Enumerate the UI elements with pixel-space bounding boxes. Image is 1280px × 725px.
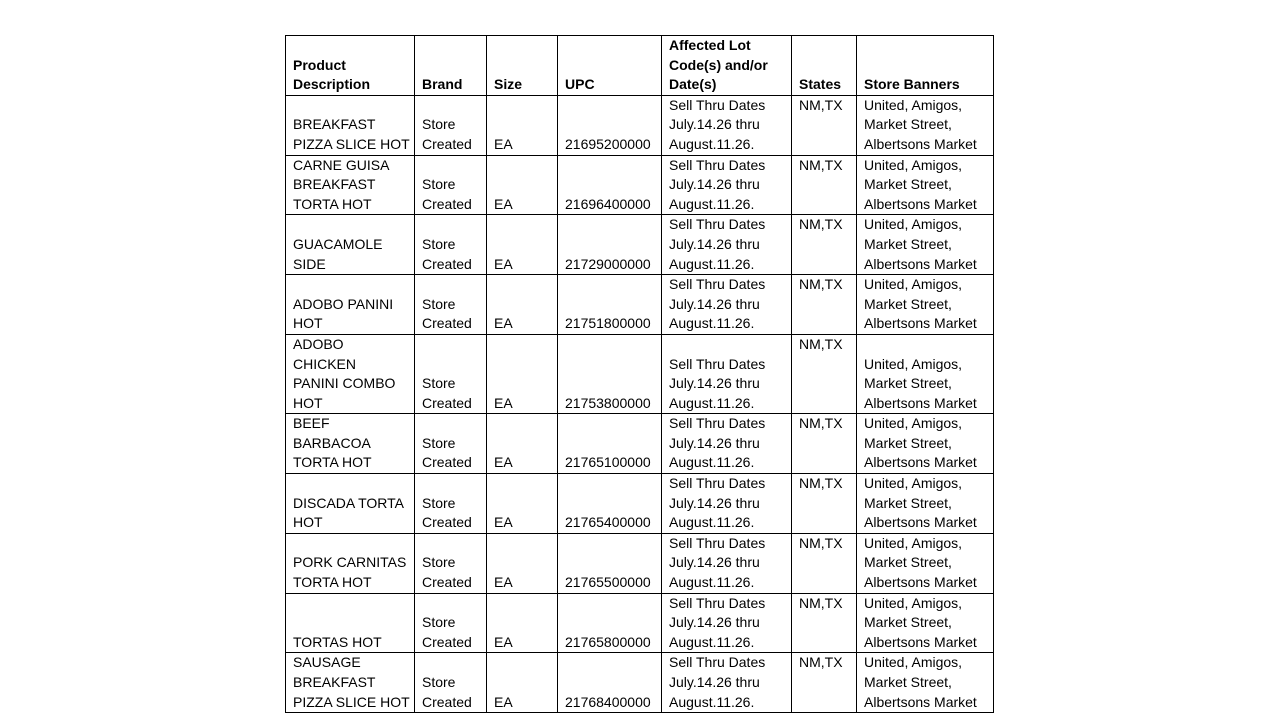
cell-states: NM,TX bbox=[792, 95, 857, 155]
cell-store-banners: United, Amigos, Market Street, Albertsons Market bbox=[857, 275, 994, 335]
table-row bbox=[286, 155, 994, 215]
cell-store-banners: United, Amigos, Market Street, Albertsons Market bbox=[857, 414, 994, 474]
cell-affected-lot: Sell Thru Dates July.14.26 thru August.11.26. bbox=[662, 275, 792, 335]
cell-upc: 21765100000 bbox=[558, 414, 662, 474]
cell-affected-lot: Sell Thru Dates July.14.26 thru August.11.26. bbox=[662, 474, 792, 534]
cell-states: NM,TX bbox=[792, 215, 857, 275]
cell-store-banners: United, Amigos, Market Street, Albertsons Market bbox=[857, 215, 994, 275]
table-row bbox=[286, 334, 994, 413]
cell-product-description: TORTAS HOT bbox=[286, 593, 415, 653]
cell-affected-lot: Sell Thru Dates July.14.26 thru August.11.26. bbox=[662, 215, 792, 275]
cell-product-description: BREAKFAST PIZZA SLICE HOT bbox=[286, 95, 415, 155]
table-row bbox=[286, 414, 994, 474]
cell-product-description: SAUSAGE BREAKFAST PIZZA SLICE HOT bbox=[286, 653, 415, 713]
cell-product-description: CARNE GUISA BREAKFAST TORTA HOT bbox=[286, 155, 415, 215]
header-size: Size bbox=[487, 36, 558, 96]
cell-states: NM,TX bbox=[792, 653, 857, 713]
header-affected-lot: Affected Lot Code(s) and/or Date(s) bbox=[662, 36, 792, 96]
cell-affected-lot: Sell Thru Dates July.14.26 thru August.11.26. bbox=[662, 414, 792, 474]
table-row bbox=[286, 533, 994, 593]
recall-products-table bbox=[285, 35, 994, 713]
cell-upc: 21765400000 bbox=[558, 474, 662, 534]
cell-product-description: DISCADA TORTA HOT bbox=[286, 474, 415, 534]
cell-states: NM,TX bbox=[792, 474, 857, 534]
cell-upc: 21696400000 bbox=[558, 155, 662, 215]
cell-store-banners: United, Amigos, Market Street, Albertsons Market bbox=[857, 593, 994, 653]
cell-upc: 21729000000 bbox=[558, 215, 662, 275]
cell-upc: 21751800000 bbox=[558, 275, 662, 335]
cell-brand: Store Created bbox=[415, 593, 487, 653]
cell-affected-lot: Sell Thru Dates July.14.26 thru August.11.26. bbox=[662, 533, 792, 593]
cell-store-banners: United, Amigos, Market Street, Albertsons Market bbox=[857, 155, 994, 215]
cell-states: NM,TX bbox=[792, 593, 857, 653]
table-body bbox=[286, 95, 994, 712]
cell-upc: 21768400000 bbox=[558, 653, 662, 713]
cell-states: NM,TX bbox=[792, 414, 857, 474]
cell-brand: Store Created bbox=[415, 155, 487, 215]
cell-size: EA bbox=[487, 275, 558, 335]
cell-affected-lot: Sell Thru Dates July.14.26 thru August.11.26. bbox=[662, 653, 792, 713]
header-product-description: Product Description bbox=[286, 36, 415, 96]
cell-brand: Store Created bbox=[415, 653, 487, 713]
cell-states: NM,TX bbox=[792, 155, 857, 215]
cell-size: EA bbox=[487, 653, 558, 713]
cell-store-banners: United, Amigos, Market Street, Albertsons Market bbox=[857, 533, 994, 593]
cell-affected-lot: Sell Thru Dates July.14.26 thru August.11.26. bbox=[662, 334, 792, 413]
table-row bbox=[286, 593, 994, 653]
cell-size: EA bbox=[487, 414, 558, 474]
cell-upc: 21695200000 bbox=[558, 95, 662, 155]
cell-brand: Store Created bbox=[415, 215, 487, 275]
cell-store-banners: United, Amigos, Market Street, Albertsons Market bbox=[857, 334, 994, 413]
table-row bbox=[286, 275, 994, 335]
cell-size: EA bbox=[487, 215, 558, 275]
cell-size: EA bbox=[487, 155, 558, 215]
header-states: States bbox=[792, 36, 857, 96]
header-upc: UPC bbox=[558, 36, 662, 96]
cell-size: EA bbox=[487, 95, 558, 155]
cell-upc: 21753800000 bbox=[558, 334, 662, 413]
cell-brand: Store Created bbox=[415, 275, 487, 335]
table-header-row bbox=[286, 36, 994, 96]
cell-size: EA bbox=[487, 593, 558, 653]
cell-states: NM,TX bbox=[792, 334, 857, 413]
cell-brand: Store Created bbox=[415, 95, 487, 155]
cell-store-banners: United, Amigos, Market Street, Albertsons Market bbox=[857, 95, 994, 155]
cell-brand: Store Created bbox=[415, 474, 487, 534]
cell-brand: Store Created bbox=[415, 414, 487, 474]
cell-size: EA bbox=[487, 474, 558, 534]
cell-states: NM,TX bbox=[792, 275, 857, 335]
cell-affected-lot: Sell Thru Dates July.14.26 thru August.11.26. bbox=[662, 95, 792, 155]
cell-upc: 21765500000 bbox=[558, 533, 662, 593]
cell-product-description: GUACAMOLE SIDE bbox=[286, 215, 415, 275]
cell-upc: 21765800000 bbox=[558, 593, 662, 653]
cell-brand: Store Created bbox=[415, 533, 487, 593]
cell-brand: Store Created bbox=[415, 334, 487, 413]
cell-size: EA bbox=[487, 334, 558, 413]
table-row bbox=[286, 95, 994, 155]
cell-product-description: ADOBO CHICKEN PANINI COMBO HOT bbox=[286, 334, 415, 413]
table-row bbox=[286, 653, 994, 713]
table-row bbox=[286, 474, 994, 534]
table-row bbox=[286, 215, 994, 275]
cell-product-description: BEEF BARBACOA TORTA HOT bbox=[286, 414, 415, 474]
cell-size: EA bbox=[487, 533, 558, 593]
cell-store-banners: United, Amigos, Market Street, Albertsons Market bbox=[857, 474, 994, 534]
cell-store-banners: United, Amigos, Market Street, Albertsons Market bbox=[857, 653, 994, 713]
header-brand: Brand bbox=[415, 36, 487, 96]
cell-product-description: ADOBO PANINI HOT bbox=[286, 275, 415, 335]
cell-product-description: PORK CARNITAS TORTA HOT bbox=[286, 533, 415, 593]
cell-states: NM,TX bbox=[792, 533, 857, 593]
cell-affected-lot: Sell Thru Dates July.14.26 thru August.11.26. bbox=[662, 593, 792, 653]
header-store-banners: Store Banners bbox=[857, 36, 994, 96]
cell-affected-lot: Sell Thru Dates July.14.26 thru August.11.26. bbox=[662, 155, 792, 215]
